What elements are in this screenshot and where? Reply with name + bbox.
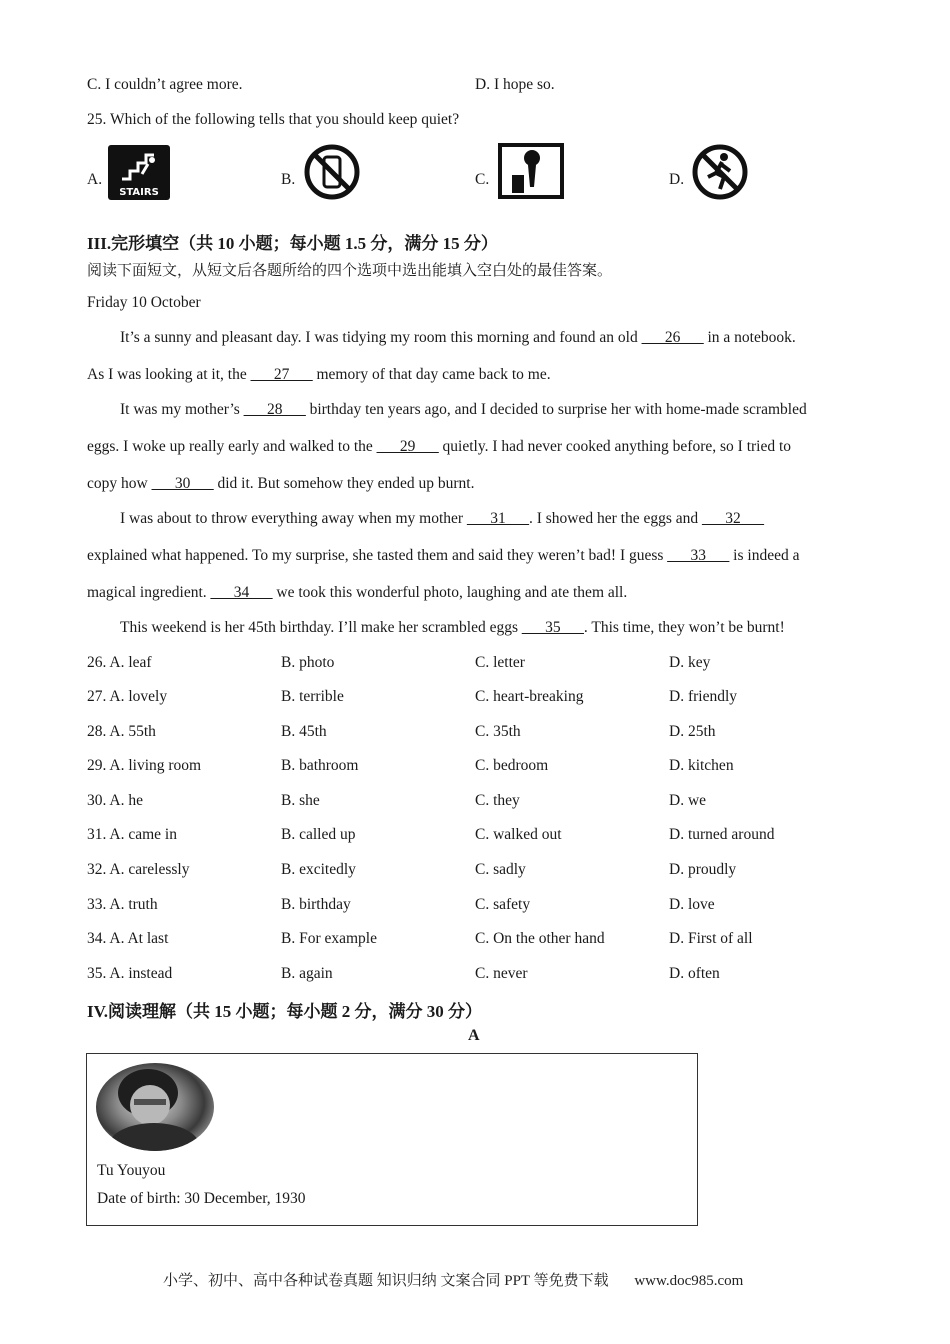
passage-line-3: It was my mother’s ___28___ birthday ten years ago, and I decided to surprise her with home-made scrambled [120,401,807,418]
blank-31: ___31___ [466,510,529,527]
q25-label-b: B. [281,171,296,188]
passage-line-9: This weekend is her 45th birthday. I’ll make her scrambled eggs ___35___. This time, they won’t be burnt! [120,619,785,636]
bio-date-of-birth: Date of birth: 30 December, 1930 [97,1190,306,1207]
no-phone-sign-icon [303,143,361,201]
q24-option-c: C. I couldn’t agree more. [87,76,243,93]
passage-line-7: explained what happened. To my surprise, she tasted them and said they weren’t bad! I guess ___33___ is indeed a [87,547,800,564]
portrait-photo [96,1063,214,1151]
options-row-28: 28. A. 55th B. 45th C. 35th D. 25th [87,723,716,740]
blank-29: ___29___ [376,438,439,455]
blank-27: ___27___ [250,366,313,383]
options-row-30: 30. A. he B. she C. they D. we [87,792,707,809]
passage-line-4: eggs. I woke up really early and walked to the ___29___ quietly. I had never cooked anything before, so I tried to [87,438,792,455]
passage-line-2: As I was looking at it, the ___27___ memory of that day came back to me. [87,366,551,383]
q25-question: 25. Which of the following tells that you should keep quiet? [87,111,460,128]
passage-line-8: magical ingredient. ___34___ we took this wonderful photo, laughing and ate them all. [87,584,628,601]
options-row-29: 29. A. living room B. bathroom C. bedroom D. kitchen [87,757,734,774]
footer-url-link[interactable]: www.doc985.com [634,1273,744,1289]
footer-text: 小学、初中、高中各种试卷真题 知识归纳 文案合同 PPT 等免费下载 [163,1273,609,1289]
options-row-34: 34. A. At last B. For example C. On the other hand D. First of all [87,930,753,947]
passage-a-label: A [468,1027,480,1044]
section-3-title: III.完形填空（共 10 小题；每小题 1.5 分，满分 15 分） [87,234,498,253]
bio-name: Tu Youyou [97,1162,166,1179]
blank-28: ___28___ [243,401,306,418]
blank-34: ___34___ [210,584,273,601]
options-row-27: 27. A. lovely B. terrible C. heart-breaking D. friendly [87,688,738,705]
blank-35: ___35___ [521,619,584,636]
q25-label-a: A. [87,171,103,188]
blank-33: ___33___ [667,547,730,564]
blank-32: ___32___ [702,510,764,527]
blank-26: ___26___ [641,329,704,346]
stairs-sign-text: STAIRS [119,187,159,198]
no-running-sign-icon [690,143,750,201]
quiet-shush-sign-icon [498,143,564,199]
section-4-title: IV.阅读理解（共 15 小题；每小题 2 分，满分 30 分） [87,1002,482,1021]
options-row-26: 26. A. leaf B. photo C. letter D. key [87,654,711,671]
passage-line-5: copy how ___30___ did it. But somehow they ended up burnt. [87,475,475,492]
q25-label-d: D. [669,171,685,188]
page-footer [163,1269,743,1290]
passage-line-6: I was about to throw everything away when my mother ___31___. I showed her the eggs and ___32___ [120,510,764,527]
blank-30: ___30___ [151,475,214,492]
options-row-33: 33. A. truth B. birthday C. safety D. love [87,896,715,913]
q25-label-c: C. [475,171,490,188]
section-3-instruction: 阅读下面短文，从短文后各题所给的四个选项中选出能填入空白处的最佳答案。 [87,263,613,279]
options-row-32: 32. A. carelessly B. excitedly C. sadly D. proudly [87,861,737,878]
q24-option-d: D. I hope so. [475,76,555,93]
options-row-35: 35. A. instead B. again C. never D. often [87,965,720,982]
letter-date: Friday 10 October [87,294,201,311]
options-row-31: 31. A. came in B. called up C. walked out D. turned around [87,826,775,843]
stairs-sign-icon [108,145,170,200]
passage-line-1: It’s a sunny and pleasant day. I was tidying my room this morning and found an old ___26___ in a notebook. [120,329,796,346]
